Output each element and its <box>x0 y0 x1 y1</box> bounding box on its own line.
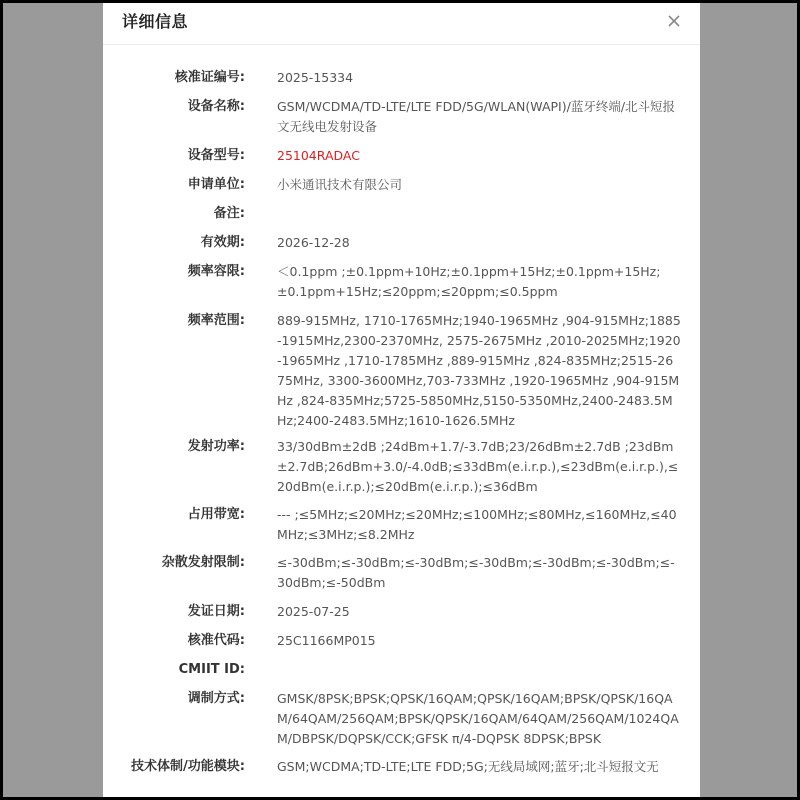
field-label: 频率容限: <box>187 264 245 279</box>
field-value: 889-915MHz, 1710-1765MHz;1940-1965MHz ,904-915MHz;1885-1915MHz,2300-2370MHz, 2575-2675MHz ,2010-2025MHz;1920-1965MHz ,1710-1785MHz ,889-915MHz ,824-835MHz;2515-2675MHz, 3300-3600MHz,703-733MHz ,1920-1965MHz ,904-915MHz ,824-835MHz;5725-5850MHz,5150-5350MHz,2400-2483.5MHz;2400-2483.5MHz;1610-1626.5MHz <box>277 313 681 428</box>
field-label: 发射功率: <box>187 439 245 454</box>
field-value: 2025-15334 <box>277 70 354 85</box>
field-label: 申请单位: <box>187 177 245 192</box>
field-label: 有效期: <box>200 235 245 250</box>
field-value: GSM/WCDMA/TD-LTE/LTE FDD/5G/WLAN(WAPI)/蓝牙终端/北斗短报文无线电发射设备 <box>277 99 676 134</box>
field-value: 2025-07-25 <box>277 604 350 619</box>
field-value: ≤-30dBm;≤-30dBm;≤-30dBm;≤-30dBm;≤-30dBm;≤-30dBm;≤-30dBm;≤-50dBm <box>277 555 675 590</box>
field-value: 33/30dBm±2dB ;24dBm+1.7/-3.7dB;23/26dBm±2.7dB ;23dBm±2.7dB;26dBm+3.0/-4.0dB;≤33dBm(e.i.r.p.),≤23dBm(e.i.r.p.),≤20dBm(e.i.r.p.);≤20dBm(e.i.r.p.);≤36dBm <box>277 439 679 494</box>
dialog-header <box>103 3 700 45</box>
field-value: GSM;WCDMA;TD-LTE;LTE FDD;5G;无线局域网;蓝牙;北斗短报文无 <box>277 759 659 774</box>
field-value: 25C1166MP015 <box>277 633 376 648</box>
field-label: 核准代码: <box>187 633 245 648</box>
field-label: CMIIT ID: <box>178 662 245 677</box>
field-value-highlighted: 25104RADAC <box>277 148 360 163</box>
dialog-title: 详细信息 <box>122 12 189 31</box>
field-label: 杂散发射限制: <box>161 555 245 570</box>
field-label: 频率范围: <box>187 313 245 328</box>
field-label: 设备名称: <box>187 99 245 114</box>
field-label: 核准证编号: <box>174 70 245 85</box>
field-label: 占用带宽: <box>187 507 245 522</box>
field-label: 备注: <box>213 206 245 221</box>
field-value: ＜0.1ppm ;±0.1ppm+10Hz;±0.1ppm+15Hz;±0.1ppm+15Hz;±0.1ppm+15Hz;≤20ppm;≤20ppm;≤0.5ppm <box>277 264 661 299</box>
close-icon <box>665 12 683 30</box>
field-value: 小米通讯技术有限公司 <box>277 177 403 192</box>
field-label: 调制方式: <box>187 691 245 706</box>
field-label: 发证日期: <box>187 604 245 619</box>
field-value: GMSK/8PSK;BPSK;QPSK/16QAM;QPSK/16QAM;BPSK/QPSK/16QAM/64QAM/256QAM;BPSK/QPSK/16QAM/64QAM/256QAM/1024QAM/DBPSK/DQPSK/CCK;GFSK π/4-DQPSK 8DPSK;BPSK <box>277 691 679 746</box>
details-dialog <box>103 3 700 797</box>
field-value: 2026-12-28 <box>277 235 350 250</box>
modal-backdrop[interactable] <box>3 3 797 797</box>
close-button[interactable] <box>665 12 683 30</box>
field-label: 技术体制/功能模块: <box>131 759 245 774</box>
field-label: 设备型号: <box>187 148 245 163</box>
field-value: --- ;≤5MHz;≤20MHz;≤20MHz;≤100MHz;≤80MHz,≤160MHz,≤40MHz;≤3MHz;≤8.2MHz <box>277 507 677 542</box>
